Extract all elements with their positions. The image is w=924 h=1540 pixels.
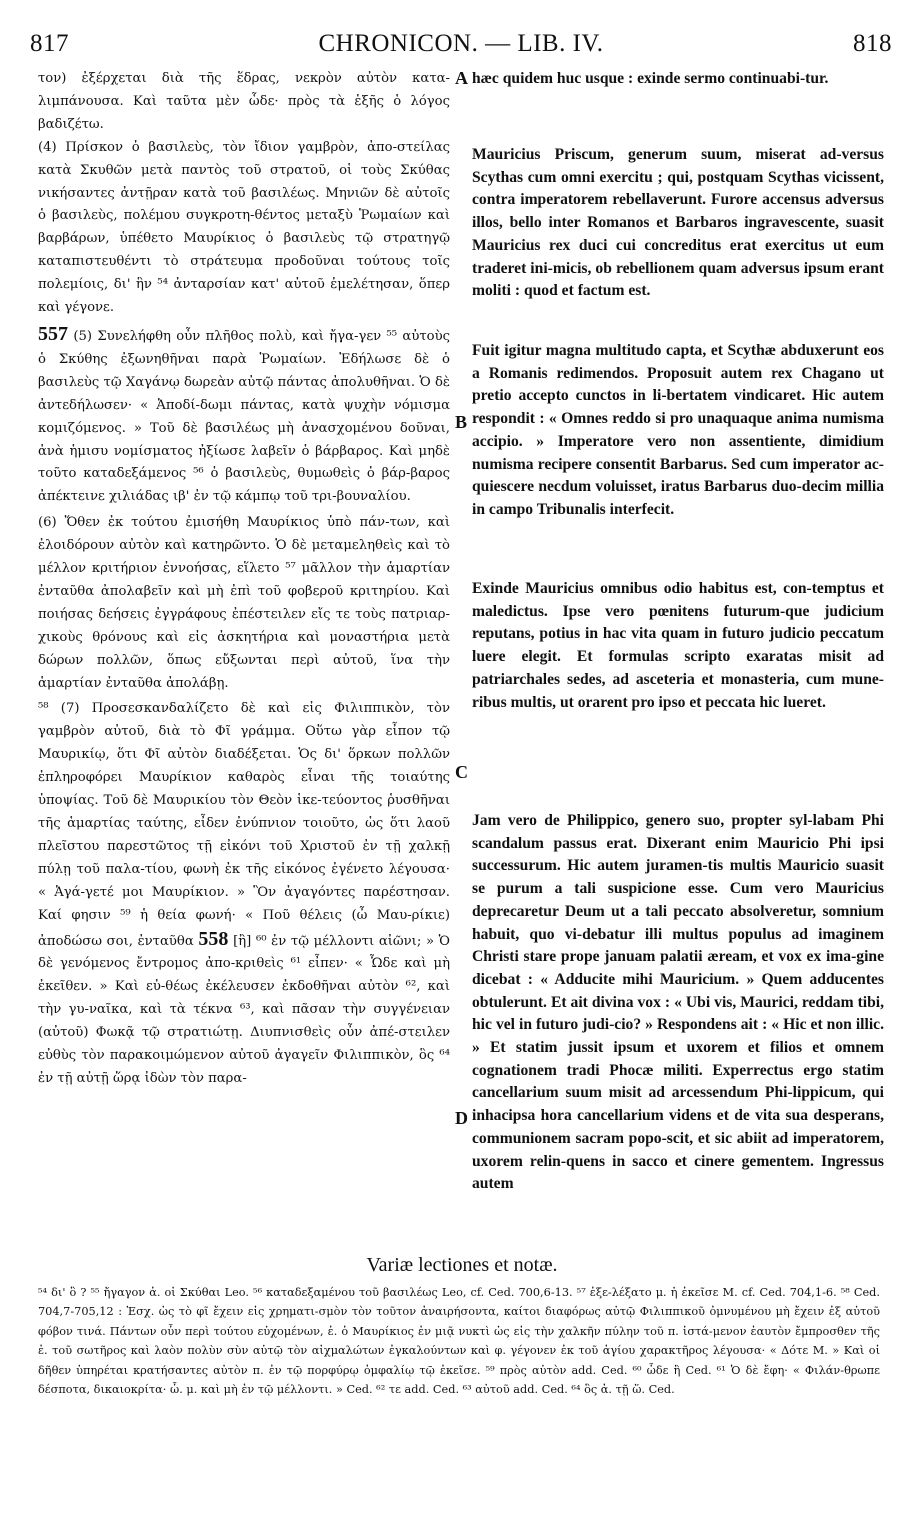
greek-paragraph-5b: [ἢ] ⁶⁰ ἐν τῷ μέλλοντι αἰῶνι; » Ὁ δὲ γενόμενος ἔντρομος ἀπο-κριθεὶς ⁶¹ εἶπεν· « Ὧδε καὶ μὴ ἐκεῖθεν. » Καὶ εὐ-θέως ἐκέλευσεν ἐκδοθῆναι αὐτὸν ⁶², καὶ τὴν γυ-ναῖκα, καὶ τὰ τέκνα ⁶³, καὶ πᾶσαν τὴν συγγένειαν (αὐτοῦ) Φωκᾷ τῷ στρατιώτῃ. Διυπνισθεὶς οὖν ἀπέ-στειλεν εὐθὺς τὸν παρακοιμώμενον αὐτοῦ ἀγαγεῖν Φιλιππικὸν, ὃς ⁶⁴ ἐν τῇ αὐτῇ ὥρᾳ ἰδὼν τὸν παρα- — [38, 933, 451, 1086]
footnotes — [38, 1283, 880, 1399]
greek-paragraph-5 — [38, 698, 450, 1090]
latin-paragraph-5: Jam vero de Philippico, genero suo, propter syl-labam Phi scandalum passus erat. Dixerant enim Mauricio Phi ipsi successurum. Hic autem juramen-tis multis Mauricio suasit se purum a tali suspicione esse. Cum vero Mauricius deprecaretur Deum ut a tali peccato absolveretur, somnium habuit, quo vi-debatur illi multus populus ad imaginem Christi stare prope januam palatii æream, et vox ex ima-gine dicebat : « Adducite mihi Mauricium. » Quem adducentes obtulerunt. Et ait divina vox : « Ubi vis, Maurici, reddam tibi, hic vel in futuro judi-cio? » Respondens ait : « Hic et non illic. » Et statim jussit ipsum et uxorem et filios et omnem cognationem tradi Phocæ militi. Experrectus ergo statim cancellarium suum misit ad arcessendum Phi-lippicum, qui inhacipsa hora cancellarium videns et de vita sua desperans, communionem sacram popo-scit, et sic abiit ad imperatorem, uxorem relin-quens in sacco et cinere gementem. Ingressus autem — [472, 812, 884, 1193]
column-number-557: 557 — [38, 322, 68, 345]
footnotes-text: ⁵⁴ δι' ὃ ? ⁵⁵ ἤγαγον ἀ. οἱ Σκύθαι Leo. ⁵⁶ καταδεξαμένου τοῦ βασιλέως Leo, cf. Ced. 700,6-13. ⁵⁷ ἐξε-λέξατο μ. ἡ ἐκεῖσε M. cf. Ced. 704,1-6. ⁵⁸ Ced. 704,7-705,12 : Ἐσχ. ὡς τὸ φῖ ἔχειν εἰς χρηματι-σμὸν τὸν τοῦτον ἀναιρήσοντα, καίτοι διαφόρως αὐτῷ Φιλιππικοῦ ὀμνυμένου μὴ ἔχειν ἐξ αὐτοῦ φόβον τινά. Πάντων οὖν περὶ τούτου εὐχομένων, ἐ. ὁ Μαυρίκιος ἐν μιᾷ νυκτὶ ὡς εἰς τὴν χαλκῆν πύλην τοῦ π. ἱστά-μενον ἑαυτὸν ἔμπροσθεν τῆς ἐ. τοῦ σωτῆρος καὶ λαὸν πολὺν σὺν αὐτῷ τὸν αἰχμαλώτων ἐγκαλούντων καὶ φ. γέγονεν ἐκ τοῦ ἁγίου χαρακτῆρος λέγουσα· « Δότε Μ. » Καὶ οἱ δῆθεν ὑπηρέται κρατήσαντες αὐτὸν π. ἐν τῷ πορφύρῳ ὀμφαλίῳ τῷ ἐκεῖσε. ⁵⁹ πρὸς αὐτὸν add. Ced. ⁶⁰ ὧδε ἢ Ced. ⁶¹ Ὁ δὲ ἔφη· « Φιλάν-θρωπε δέσποτα, δικαιοκρίτα· ὧ. μ. καὶ μὴ ἐν τῷ μέλλοντι. » Ced. ⁶² τε add. Ced. ⁶³ αὐτοῦ add. Ced. ⁶⁴ ὃς ἀ. τῇ ὥ. Ced. — [38, 1286, 880, 1397]
latin-paragraph-3: Fuit igitur magna multitudo capta, et Scythæ abduxerunt eos a Romanis redimendos. Proposuit autem rex Chagano ut pretio accepto cunctos in li-bertatem vindicaret. Hic autem respondit : « Omnes reddo si pro unaquaque anima numisma accipio. » Imperatore vero non assentiente, dimidium numisma recipere consentit Barbarus. Sed cum imperator ac-quiescere necdum voluisset, iratus Barbarus duo-decim millia in campo Tribunalis interfecit. — [472, 342, 884, 518]
latin-paragraph-2: Mauricius Priscum, generum suum, miserat ad-versus Scythas cum omni exercitu ; qui, postquam Scythas vicissent, contra imperatorem rebellaverunt. Furore accensus adversus illos, bello inter Romanos et Barbaros ingravescente, suasit Mauricius rex duci cui concreditus erat exercitus ut eum traderet ini-micis, ob rebellionem quam adversus ipsum erant moliti : quod et factum est. — [472, 146, 884, 300]
notes-heading: Variæ lectiones et notæ. — [366, 1254, 558, 1276]
page-number-left: 817 — [30, 30, 69, 57]
running-header — [30, 30, 892, 64]
latin-paragraph-1: hæc quidem huc usque : exinde sermo continuabi-tur. — [472, 70, 829, 87]
greek-column — [38, 68, 450, 1094]
greek-paragraph-3-text: (5) Συνελήφθη οὖν πλῆθος πολὺ, καὶ ἤγα-γεν ⁵⁵ αὐτοὺς ὁ Σκύθης ἐξωνηθῆναι παρὰ Ῥωμαίων. Ἐδήλωσε δὲ ὁ βασιλεὺς τῷ Χαγάνῳ δωρεὰν αὐτῷ πάντας ἀπολυθῆναι. Ὁ δὲ ἀντεδήλωσεν· « Ἀποδί-δωμι πάντας, κατὰ ψυχὴν νόμισμα κομιζόμενος. » Τοῦ δὲ βασιλέως μὴ ἀνασχομένου δοῦναι, ἀνὰ ἡμισυ νομίσματος ἠξίωσε λαβεῖν ὁ βάρβαρος. Καὶ μηδὲ τοῦτο καταδεξάμενος ⁵⁶ ὁ βασιλεὺς, θυμωθεὶς ὁ βάρ-βαρος ἀπέκτεινε χιλιάδας ιβ' ἐν τῷ κάμπῳ τοῦ τρι-βουναλίου. — [38, 328, 450, 505]
greek-paragraph-1: τον) ἐξέρχεται διὰ τῆς ἕδρας, νεκρὸν αὐτὸν κατα-λιμπάνουσα. Καὶ ταῦτα μὲν ὧδε· πρὸς τὰ ἑξῆς ὁ λόγος βαδιζέτω. — [38, 71, 450, 132]
greek-paragraph-4: (6) Ὅθεν ἐκ τούτου ἐμισήθη Μαυρίκιος ὑπὸ πάν-των, καὶ ἐλοιδόρουν αὐτὸν καὶ κατηρῶντο. Ὁ δὲ μεταμεληθεὶς καὶ τὸ μέλλον κριτήριον ἐννοήσας, εἵλετο ⁵⁷ μᾶλλον τὴν ἁμαρτίαν ἐνταῦθα ἀπολαβεῖν καὶ μὴ ἐπὶ τοῦ φοβεροῦ κριτηρίου. Καὶ ποιήσας δεήσεις ἐγγράφους ἐπέστειλεν εἴς τε τοὺς πατριαρ-χικοὺς θρόνους καὶ εἰς ἀσκητήρια καὶ μοναστήρια μετὰ δώρων πολλῶν, ὅπως εὔξωνται περὶ αὐτοῦ, ἵνα τὴν ἁμαρτίαν ἐνταῦθα ἀπολάβῃ. — [38, 515, 450, 691]
column-number-558: 558 — [198, 927, 229, 950]
margin-letter-c: C — [455, 762, 468, 782]
margin-letter-d: D — [455, 1108, 468, 1128]
greek-paragraph-2: (4) Πρίσκον ὁ βασιλεὺς, τὸν ἴδιον γαμβρὸν, ἀπο-στείλας κατὰ Σκυθῶν μετὰ παντὸς τοῦ στρατοῦ, οἱ τοὺς Σκύθας νικήσαντες ἀντῇραν κατὰ τοῦ βασιλέως. Μηνιῶν δὲ αὐτοῖς ὁ βασιλεὺς, πολέμου συγκροτη-θέντος μεταξὺ Ῥωμαίων καὶ βαρβάρων, ὑπέθετο Μαυρίκιος ὁ βασιλεὺς τῷ στρατηγῷ καταπιστευθέντι τὸ στράτευμα προδοῦναι τούτους τοῖς πολεμίοις, δι' ἣν ⁵⁴ ἀνταρσίαν κατ' αὐτοῦ ἐμελέτησαν, ὅπερ καὶ γέγονε. — [38, 139, 450, 316]
greek-paragraph-5a: ⁵⁸ (7) Προσεσκανδαλίζετο δὲ καὶ εἰς Φιλιππικὸν, τὸν γαμβρὸν αὐτοῦ, διὰ τὸ Φῖ γράμμα. Οὕτω γὰρ εἶπον τῷ Μαυρικίῳ, ὅτι Φῖ αὐτὸν διαδέξεται. Ὁς δι' ὅρκων πολλῶν ἐπληροφόρει Μαυρίκιον καθαρὸς εἶναι τῆς τοιαύτης ὑποψίας. Τοῦ δὲ Μαυρικίου τὸν Θεὸν ἱκε-τεύοντος ῥυσθῆναι τῆς ἁμαρτίας ταύτης, εἶδεν ἐνύπνιον τοιοῦτο, ὡς ὅτι λαοῦ πλεῖστου παρεστῶτος τῇ εἰκόνι τοῦ Χριστοῦ ἐν τῇ χαλκῇ πύλῃ τοῦ παλα-τίου, φωνὴ ἐκ τῆς εἰκόνος ἐγένετο λέγουσα· « Ἀγά-γετέ μοι Μαυρίκιον. » Ὃν ἀγαγόντες παρέστησαν. Καί φησιν ⁵⁹ ἡ θεία φωνή· « Ποῦ θέλεις (ὦ Μαυ-ρίκιε) ἀποδώσω σοι, ἐνταῦθα — [38, 701, 450, 949]
latin-column — [472, 68, 884, 1196]
margin-letter-b: B — [455, 412, 468, 432]
page-number-right: 818 — [853, 30, 892, 57]
greek-paragraph-3 — [38, 323, 450, 509]
margin-letter-a: A — [455, 68, 468, 88]
latin-paragraph-4: Exinde Mauricius omnibus odio habitus est, con-temptus et maledictus. Ipse vero pœnitens futurum-que judicium reputans, potius in hac vita quam in futuro judicio peccatum luere elegit. Et formulas scripto exaratas misit ad patriarchales sedes, ad asceteria et monasteria, cum mune-ribus multis, ut orarent pro ipso et peccata hic lueret. — [472, 580, 884, 711]
running-title: CHRONICON. — LIB. IV. — [318, 30, 604, 57]
